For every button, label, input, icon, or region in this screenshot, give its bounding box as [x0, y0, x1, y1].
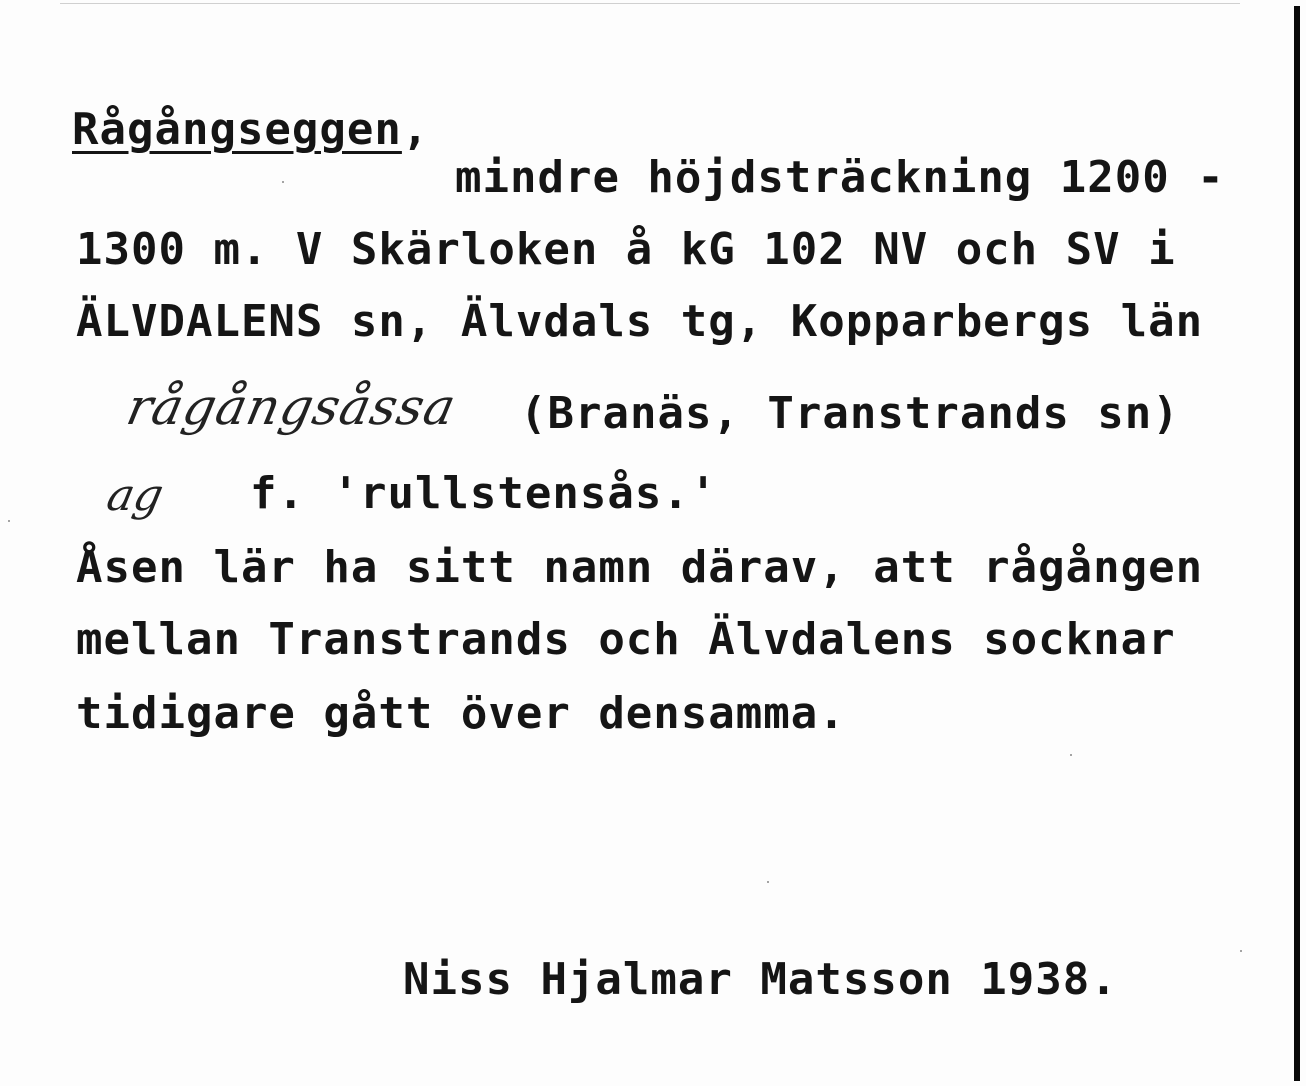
text-line-4: (Branäs, Transtrands sn): [520, 388, 1180, 439]
text-line-8: tidigare gått över densamma.: [76, 688, 846, 739]
text-line-5: f. 'rullstensås.': [250, 468, 718, 519]
text-line-1: mindre höjdsträckning 1200 -: [455, 152, 1225, 203]
card-right-edge: [1294, 6, 1300, 1081]
text-line-7: mellan Transtrands och Älvdalens socknar: [76, 614, 1176, 665]
scan-speck: [282, 181, 284, 183]
handwritten-gender: ag: [102, 470, 168, 521]
signature: Niss Hjalmar Matsson 1938.: [403, 954, 1118, 1005]
headword-comma: ,: [401, 104, 430, 155]
text-line-2: 1300 m. V Skärloken å kG 102 NV och SV i: [76, 224, 1176, 275]
scan-speck: [1070, 754, 1072, 756]
headword: Rågångseggen: [72, 104, 402, 155]
scan-speck: [1240, 950, 1242, 952]
scan-speck: [8, 520, 10, 522]
text-line-6: Åsen lär ha sitt namn därav, att rågången: [76, 542, 1204, 593]
scan-speck: [767, 881, 769, 883]
card-top-edge: [60, 3, 1240, 4]
headword-line: [72, 104, 430, 155]
handwritten-pronunciation: rågångsåssa: [121, 378, 462, 436]
text-line-3: ÄLVDALENS sn, Älvdals tg, Kopparbergs län: [76, 296, 1204, 347]
